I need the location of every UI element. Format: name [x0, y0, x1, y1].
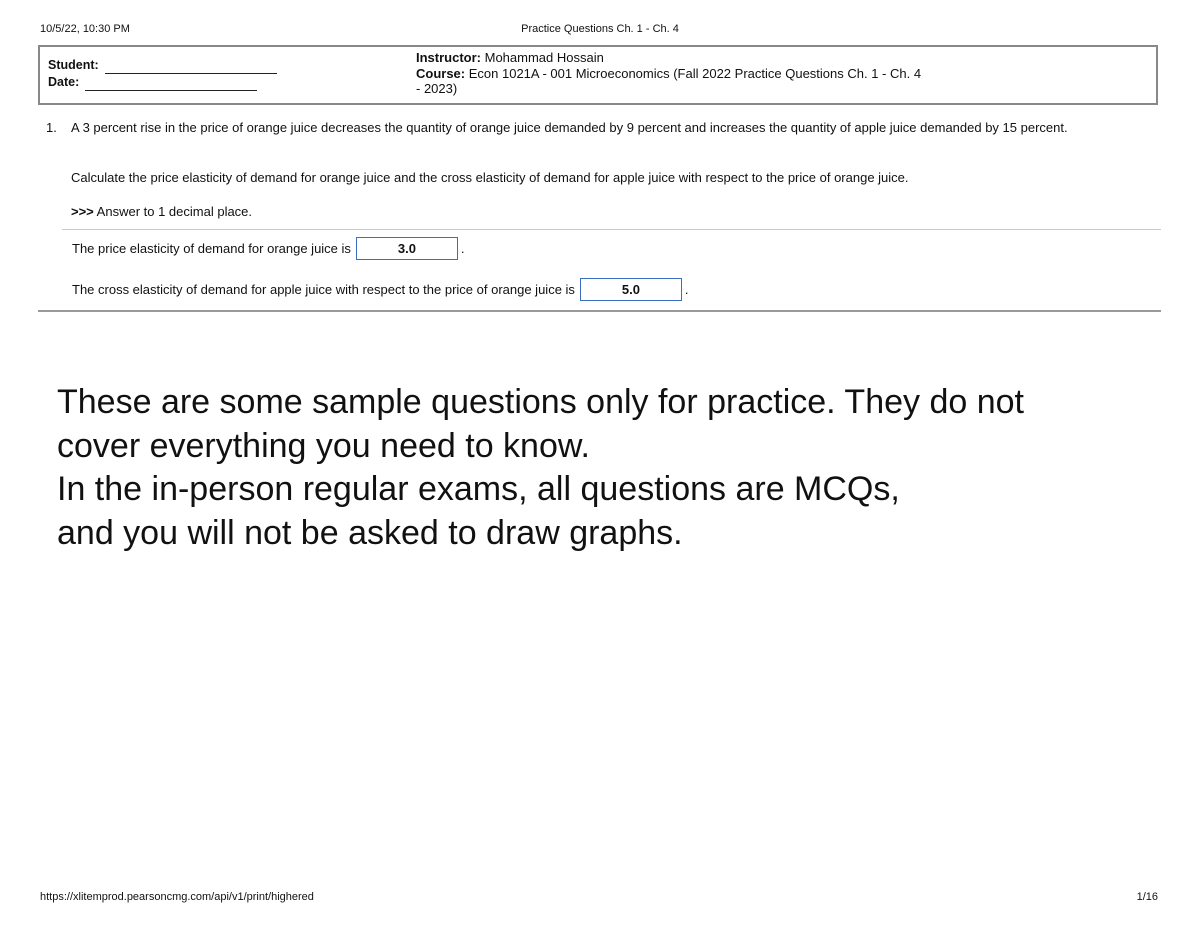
- course-row: [416, 66, 1036, 82]
- question-text: A 3 percent rise in the price of orange juice decreases the quantity of orange juice demanded by 9 percent and increases the quantity of apple juice demanded by 15 percent.: [71, 120, 1068, 135]
- answer-hint: [71, 204, 252, 219]
- cross-elasticity-answer-field[interactable]: 5.0: [580, 278, 682, 301]
- instructor-row: [416, 50, 1036, 66]
- course-text: Econ 1021A - 001 Microeconomics (Fall 2022 Practice Questions Ch. 1 - Ch. 4: [465, 65, 922, 81]
- answer-label: The cross elasticity of demand for apple juice with respect to the price of orange juice is: [72, 282, 575, 297]
- hint-marker: >>>: [71, 204, 94, 219]
- price-elasticity-answer-field[interactable]: 3.0: [356, 237, 458, 260]
- question-instruction: Calculate the price elasticity of demand for orange juice and the cross elasticity of demand for apple juice with respect to the price of orange juice.: [71, 170, 909, 185]
- answer-row-price-elasticity: [72, 237, 465, 260]
- divider-line: [62, 229, 1161, 230]
- answer-label: The price elasticity of demand for orange juice is: [72, 241, 351, 256]
- note-line: and you will not be asked to draw graphs.: [57, 513, 683, 552]
- question-bottom-divider: [38, 310, 1161, 312]
- course-label: Course:: [416, 65, 466, 81]
- hint-text: Answer to 1 decimal place.: [93, 204, 253, 219]
- date-blank-line: [85, 78, 257, 91]
- footer-url: https://xlitemprod.pearsoncmg.com/api/v1/print/highered: [40, 891, 314, 903]
- footer-page-number: 1/16: [1136, 891, 1158, 903]
- note-line: These are some sample questions only for practice. They do not: [57, 383, 1024, 421]
- print-page-title: Practice Questions Ch. 1 - Ch. 4: [521, 23, 679, 35]
- practice-note: [57, 381, 1177, 555]
- note-line: In the in-person regular exams, all questions are MCQs,: [57, 470, 900, 508]
- course-text-continued: - 2023): [416, 81, 458, 96]
- instructor-label: Instructor:: [416, 50, 481, 65]
- date-row: [48, 74, 277, 91]
- date-label: Date:: [48, 75, 80, 89]
- header-info-box: [38, 45, 1158, 105]
- student-row: [48, 57, 277, 74]
- student-info: [48, 57, 277, 91]
- answer-row-cross-elasticity: [72, 278, 689, 301]
- student-blank-line: [105, 61, 277, 74]
- print-datetime: 10/5/22, 10:30 PM: [40, 23, 130, 35]
- student-label: Student:: [48, 58, 99, 72]
- answer-suffix: .: [460, 241, 465, 256]
- note-line: cover everything you need to know.: [57, 426, 590, 465]
- course-info: [416, 50, 1036, 97]
- question-number: 1.: [46, 120, 57, 135]
- answer-suffix: .: [684, 282, 689, 297]
- instructor-name: Mohammad Hossain: [481, 50, 604, 65]
